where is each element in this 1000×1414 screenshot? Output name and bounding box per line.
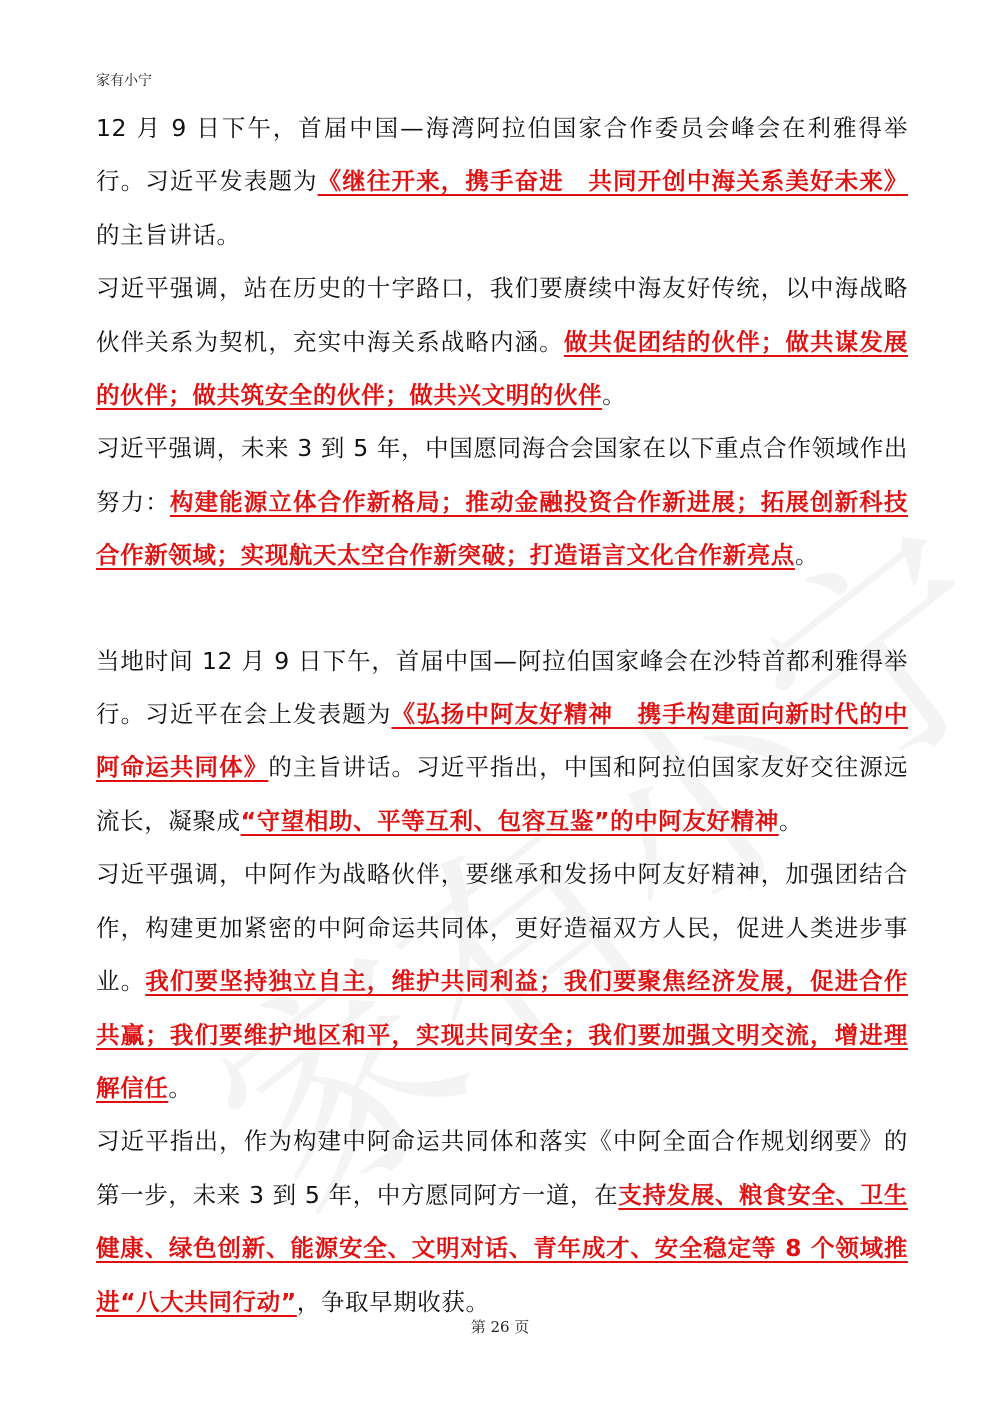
- speech-title-highlight: 《继往开来，携手奋进 共同开创中海关系美好未来》: [317, 167, 908, 196]
- text: ，争取早期收获。: [296, 1287, 490, 1316]
- text: 习近平强调，未来 3 到 5 年，中国愿同海合会国家在以下重点合作领域作出努力：: [96, 434, 908, 516]
- eight-actions-paragraph: [96, 1115, 908, 1329]
- partners-highlight: 做共促团结的伙伴；做共谋发展的伙伴；做共筑安全的伙伴；做共兴文明的伙伴: [96, 327, 908, 410]
- gulf-cooperation-paragraph: [96, 422, 908, 582]
- text: 习近平强调，中阿作为战略伙伴，要继承和发扬中阿友好精神，加强团结合作，构建更加紧密的中阿命运共同体，更好造福双方人民，促进人类进步事业。: [96, 860, 908, 996]
- text: 。: [168, 1073, 193, 1102]
- header-source: 家有小宁: [96, 73, 152, 89]
- commitments-highlight: 我们要坚持独立自主，维护共同利益；我们要聚焦经济发展，促进合作共赢；我们要维护地区和平，实现共同安全；我们要加强文明交流，增进理解信任: [96, 967, 908, 1102]
- gulf-summit-intro: [96, 102, 908, 262]
- text: 12 月 9 日下午，首届中国—海湾阿拉伯国家合作委员会峰会在利雅得举行。习近平发表题为: [96, 114, 908, 196]
- eight-actions-highlight: 支持发展、粮食安全、卫生健康、绿色创新、能源安全、文明对话、青年成才、安全稳定等 8 个领域推进“八大共同行动”: [96, 1180, 908, 1316]
- page-number: 第 26 页: [470, 1318, 530, 1336]
- text: 的主旨讲话。习近平指出，中国和阿拉伯国家友好交往源远流长，凝聚成: [96, 753, 908, 835]
- text: 。: [794, 541, 820, 570]
- text: 。: [778, 806, 803, 835]
- text: 习近平指出，作为构建中阿命运共同体和落实《中阿全面合作规划纲要》的第一步，未来 3 到 5 年，中方愿同阿方一道，在: [96, 1127, 908, 1209]
- speech-title-highlight: 《弘扬中阿友好精神 携手构建面向新时代的中阿命运共同体》: [96, 700, 908, 782]
- section-spacer: [96, 583, 908, 635]
- document-body: [96, 102, 908, 1329]
- gulf-partners-paragraph: [96, 262, 908, 422]
- cooperation-areas-highlight: 构建能源立体合作新格局；推动金融投资合作新进展；拓展创新科技合作新领域；实现航天太空合作新突破；打造语言文化合作新亮点: [96, 487, 908, 570]
- arab-partnership-paragraph: [96, 848, 908, 1115]
- text: 的主旨讲话。: [96, 220, 241, 249]
- text: 当地时间 12 月 9 日下午，首届中国—阿拉伯国家峰会在沙特首都利雅得举行。习近平在会上发表题为: [96, 646, 908, 729]
- text: 习近平强调，站在历史的十字路口，我们要赓续中海友好传统，以中海战略伙伴关系为契机，充实中海关系战略内涵。: [96, 274, 908, 356]
- friendship-spirit-highlight: “守望相助、平等互利、包容互鉴”的中阿友好精神: [240, 806, 779, 835]
- arab-summit-intro: [96, 635, 908, 849]
- text: 。: [602, 381, 627, 410]
